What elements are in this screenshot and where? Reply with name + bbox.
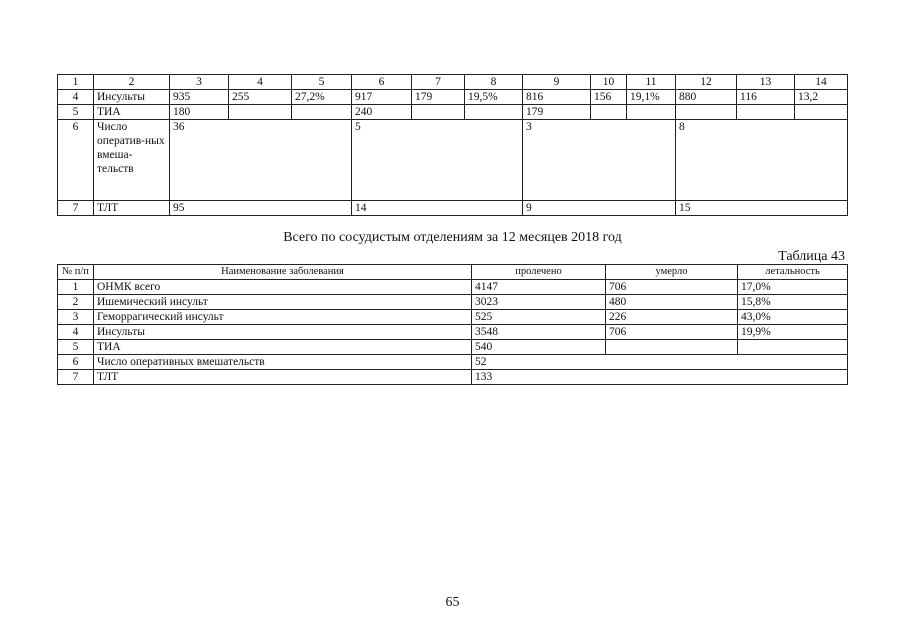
cell [627, 105, 676, 120]
cell [676, 105, 737, 120]
cell: 15 [676, 201, 848, 216]
table-row [58, 120, 848, 201]
cell: Инсульты [94, 90, 170, 105]
cell: 156 [591, 90, 627, 105]
cell: 255 [229, 90, 292, 105]
cell: 706 [606, 325, 738, 340]
header-cell: 1 [58, 75, 94, 90]
cell: Число оперативных вмешательств [94, 355, 472, 370]
cell: 706 [606, 280, 738, 295]
header-cell: 5 [292, 75, 352, 90]
cell [465, 105, 523, 120]
cell: 525 [472, 310, 606, 325]
cell [229, 105, 292, 120]
cell [412, 105, 465, 120]
header-cell: 3 [170, 75, 229, 90]
table-row [58, 370, 848, 385]
cell: 7 [58, 370, 94, 385]
table-row [58, 310, 848, 325]
cell: 95 [170, 201, 352, 216]
cell: 36 [170, 120, 352, 201]
cell: 17,0% [738, 280, 848, 295]
table-row [58, 325, 848, 340]
header-cell: 13 [737, 75, 795, 90]
cell: 133 [472, 370, 848, 385]
table-row [58, 90, 848, 105]
cell: 179 [412, 90, 465, 105]
header-cell: 11 [627, 75, 676, 90]
cell: 180 [170, 105, 229, 120]
cell: 15,8% [738, 295, 848, 310]
cell: Инсульты [94, 325, 472, 340]
cell: Ишемический инсульт [94, 295, 472, 310]
header-cell: 12 [676, 75, 737, 90]
cell: ТЛТ [94, 370, 472, 385]
cell: 4 [58, 325, 94, 340]
header-cell: 4 [229, 75, 292, 90]
cell [591, 105, 627, 120]
cell: 7 [58, 201, 94, 216]
cell: 2 [58, 295, 94, 310]
cell: 4147 [472, 280, 606, 295]
header-cell-treated: пролечено [472, 265, 606, 280]
cell: 19,1% [627, 90, 676, 105]
header-cell: 7 [412, 75, 465, 90]
table-header-row [58, 75, 848, 90]
cell: 880 [676, 90, 737, 105]
cell: ТИА [94, 340, 472, 355]
cell [795, 105, 848, 120]
cell: 5 [352, 120, 523, 201]
cell: 3023 [472, 295, 606, 310]
header-cell: 2 [94, 75, 170, 90]
cell: ТИА [94, 105, 170, 120]
table-row [58, 105, 848, 120]
header-cell: 8 [465, 75, 523, 90]
cell: 13,2 [795, 90, 848, 105]
cell: Геморрагический инсульт [94, 310, 472, 325]
cell: Число оператив-ных вмеша-тельств [94, 120, 170, 201]
cell: 480 [606, 295, 738, 310]
cell: ТЛТ [94, 201, 170, 216]
cell [738, 340, 848, 355]
cell: 52 [472, 355, 848, 370]
header-cell: 10 [591, 75, 627, 90]
cell: 179 [523, 105, 591, 120]
cell: 8 [676, 120, 848, 201]
cell: 1 [58, 280, 94, 295]
cell: 5 [58, 105, 94, 120]
table-row [58, 280, 848, 295]
cell: 816 [523, 90, 591, 105]
header-cell-num: № п/п [58, 265, 94, 280]
cell [606, 340, 738, 355]
cell: 27,2% [292, 90, 352, 105]
cell: 3548 [472, 325, 606, 340]
cell: 540 [472, 340, 606, 355]
cell: ОНМК всего [94, 280, 472, 295]
cell: 6 [58, 355, 94, 370]
cell: 935 [170, 90, 229, 105]
cell: 9 [523, 201, 676, 216]
cell: 43,0% [738, 310, 848, 325]
summary-table-continued [57, 74, 848, 216]
table-row [58, 355, 848, 370]
table-row [58, 201, 848, 216]
header-cell: 6 [352, 75, 412, 90]
header-cell-died: умерло [606, 265, 738, 280]
table-row [58, 340, 848, 355]
cell: 116 [737, 90, 795, 105]
header-cell-name: Наименование заболевания [94, 265, 472, 280]
cell: 5 [58, 340, 94, 355]
header-cell: 14 [795, 75, 848, 90]
cell: 19,5% [465, 90, 523, 105]
cell: 917 [352, 90, 412, 105]
cell: 240 [352, 105, 412, 120]
cell: 4 [58, 90, 94, 105]
table-header-row [58, 265, 848, 280]
cell [292, 105, 352, 120]
table-row [58, 295, 848, 310]
page-number: 65 [445, 595, 460, 610]
section-heading: Всего по сосудистым отделениям за 12 месяцев 2018 год [283, 230, 622, 245]
header-cell-lethality: летальность [738, 265, 848, 280]
cell: 14 [352, 201, 523, 216]
cell [737, 105, 795, 120]
cell: 3 [58, 310, 94, 325]
cell: 3 [523, 120, 676, 201]
cell: 6 [58, 120, 94, 201]
cell: 19,9% [738, 325, 848, 340]
header-cell: 9 [523, 75, 591, 90]
cell: 226 [606, 310, 738, 325]
table-caption: Таблица 43 [778, 249, 845, 264]
vascular-departments-table [57, 264, 848, 385]
